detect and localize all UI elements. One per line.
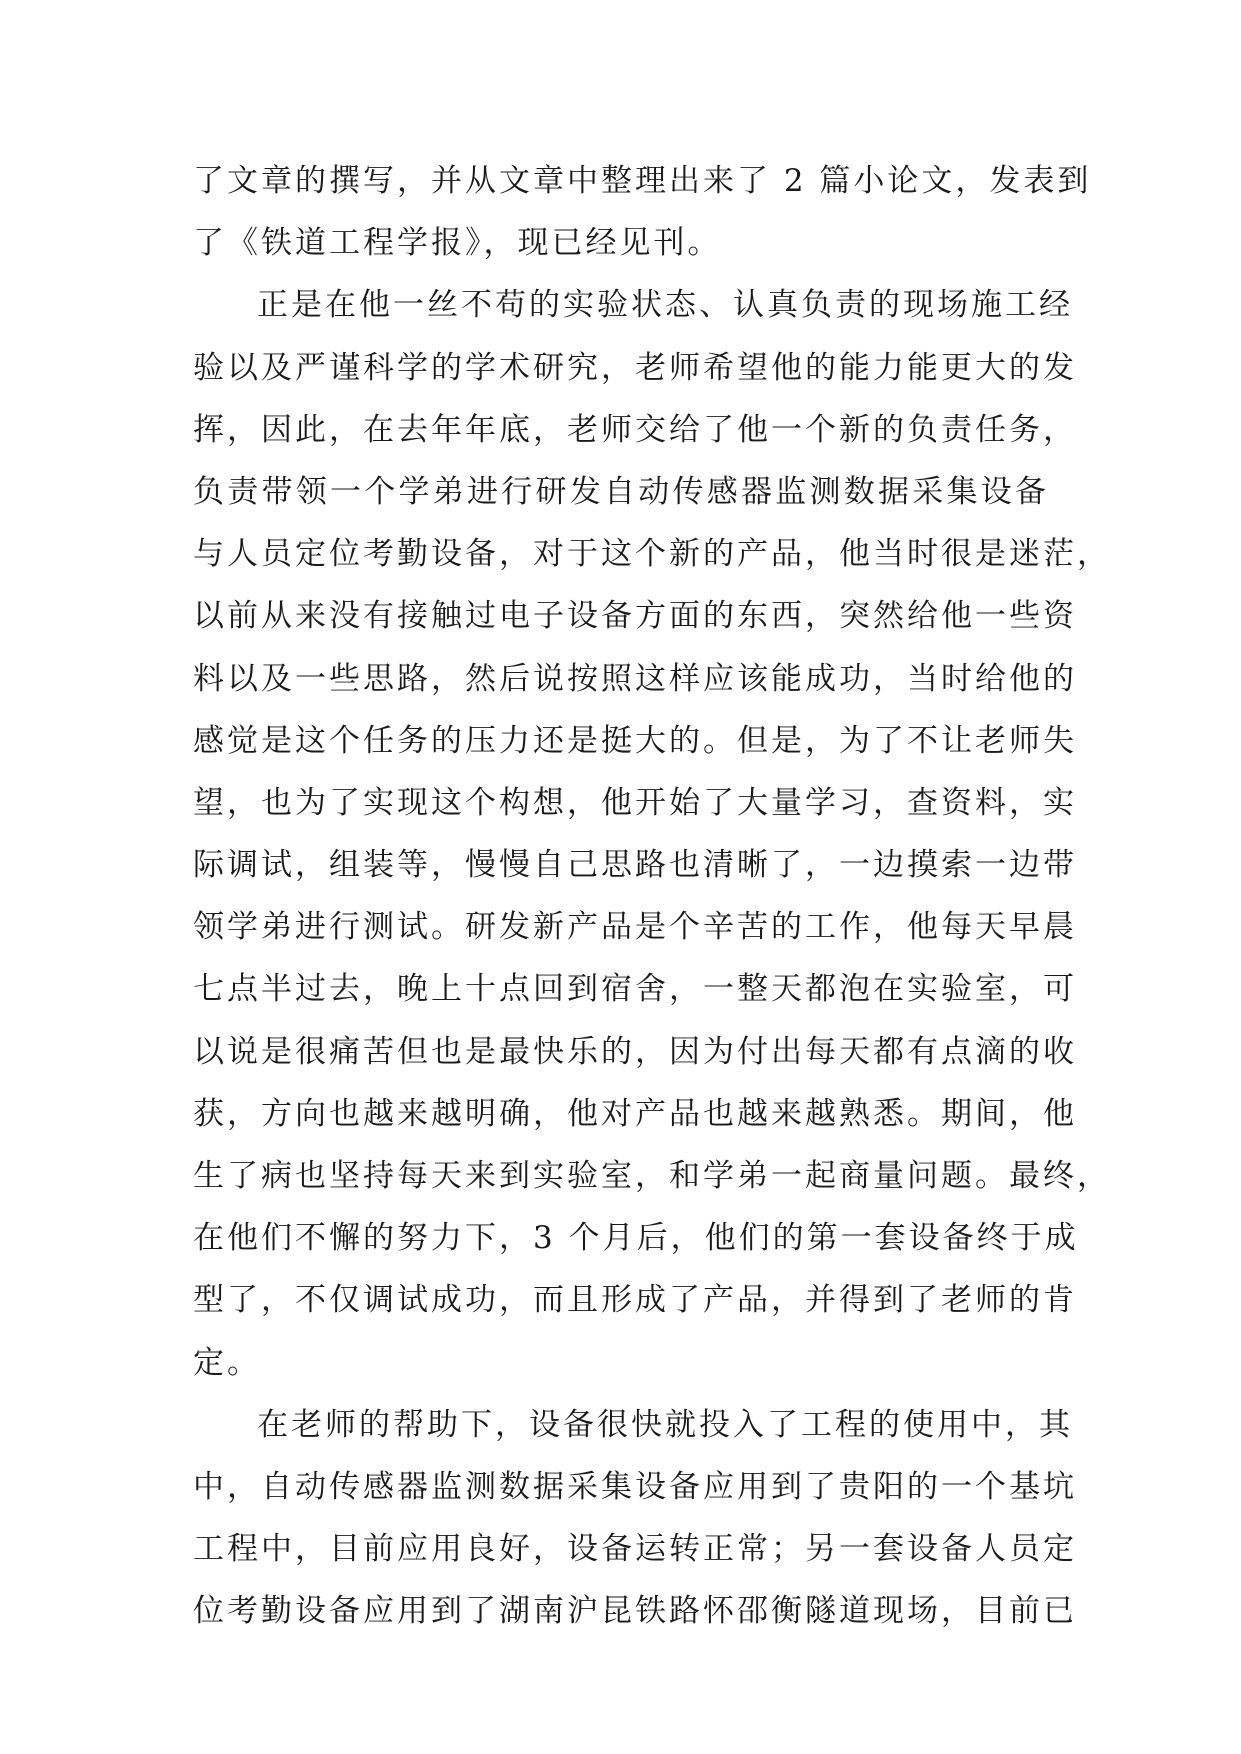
text-line: 以前从来没有接触过电子设备方面的东西，突然给他一些资 [193, 598, 1077, 635]
text-line: 在他们不懈的努力下，3 个月后，他们的第一套设备终于成 [193, 1220, 1079, 1257]
text-line: 验以及严谨科学的学术研究，老师希望他的能力能更大的发 [193, 349, 1077, 386]
text-line: 领学弟进行测试。研发新产品是个辛苦的工作，他每天早晨 [193, 909, 1077, 946]
body-text [193, 150, 1111, 1643]
text-line: 负责带领一个学弟进行研发自动传感器监测数据采集设备 [193, 473, 1049, 510]
text-line: 中，自动传感器监测数据采集设备应用到了贵阳的一个基坑 [193, 1468, 1077, 1505]
text-line: 际调试，组装等，慢慢自己思路也清晰了，一边摸索一边带 [193, 847, 1077, 884]
text-line: 型了，不仅调试成功，而且形成了产品，并得到了老师的肯 [193, 1282, 1077, 1319]
paragraph-first-line: 在老师的帮助下，设备很快就投入了工程的使用中，其 [257, 1406, 1073, 1443]
text-line: 了文章的撰写，并从文章中整理出来了 2 篇小论文，发表到 [193, 163, 1092, 199]
text-line: 与人员定位考勤设备，对于这个新的产品，他当时很是迷茫， [193, 536, 1111, 573]
text-line: 工程中，目前应用良好，设备运转正常；另一套设备人员定 [193, 1531, 1077, 1568]
text-line: 了《铁道工程学报》，现已经见刊。 [193, 225, 722, 262]
text-line: 料以及一些思路，然后说按照这样应该能成功，当时给他的 [193, 660, 1077, 697]
text-line: 获，方向也越来越明确，他对产品也越来越熟悉。期间，他 [193, 1095, 1077, 1132]
text-line: 以说是很痛苦但也是最快乐的，因为付出每天都有点滴的收 [193, 1033, 1077, 1070]
paragraph-first-line: 正是在他一丝不苟的实验状态、认真负责的现场施工经 [257, 287, 1073, 324]
text-line: 位考勤设备应用到了湖南沪昆铁路怀邵衡隧道现场，目前已 [193, 1593, 1077, 1630]
text-line: 挥，因此，在去年年底，老师交给了他一个新的负责任务， [193, 411, 1077, 448]
text-line: 感觉是这个任务的压力还是挺大的。但是，为了不让老师失 [193, 722, 1077, 759]
text-line: 定。 [193, 1344, 261, 1381]
text-line: 生了病也坚持每天来到实验室，和学弟一起商量问题。最终， [193, 1158, 1111, 1194]
text-line: 七点半过去，晚上十点回到宿舍，一整天都泡在实验室，可 [193, 971, 1077, 1008]
text-line: 望，也为了实现这个构想，他开始了大量学习，查资料，实 [193, 784, 1077, 821]
